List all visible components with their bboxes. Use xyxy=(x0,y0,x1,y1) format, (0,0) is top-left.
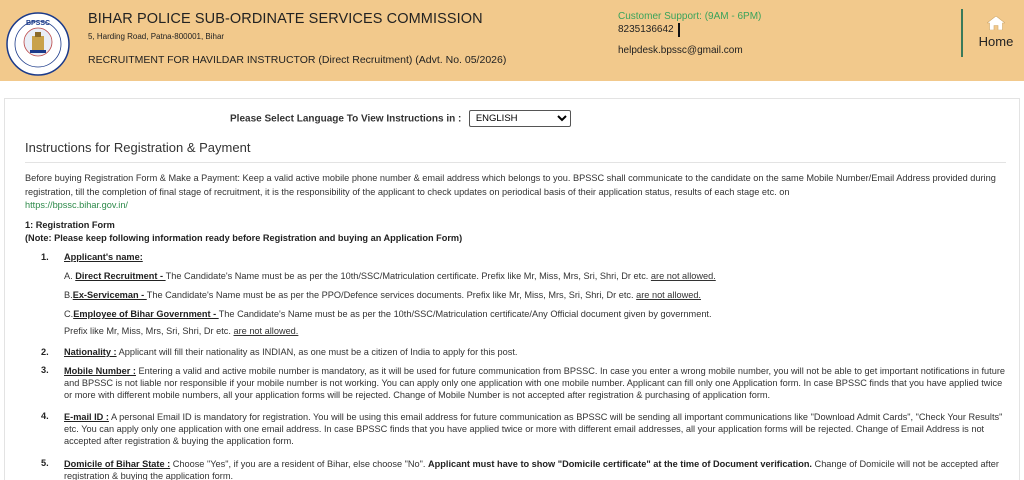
language-select[interactable] xyxy=(469,110,571,127)
item-number: 1. xyxy=(41,252,49,262)
customer-support-label: Customer Support: (9AM - 6PM) xyxy=(618,11,762,22)
item-applicant-name xyxy=(64,252,143,263)
item-number: 5. xyxy=(41,458,49,468)
site-header xyxy=(0,0,1024,81)
section-note: (Note: Please keep following information ready before Registration and buying an Application Form) xyxy=(25,233,463,243)
section-title: 1: Registration Form xyxy=(25,220,115,230)
text-cursor xyxy=(678,23,680,37)
sub-item-prefix-note: Prefix like Mr, Miss, Mrs, Sri, Shri, Dr etc. are not allowed. xyxy=(64,326,299,336)
sub-item-direct-recruitment: A. Direct Recruitment - The Candidate's Name must be as per the 10th/SSC/Matriculation certificate. Prefix like Mr, Miss, Mrs, Sri, Shri, Dr etc. are not allowed. xyxy=(64,271,716,281)
item-email-id: E-mail ID : A personal Email ID is mandatory for registration. You will be using this email address for future communication as BPSSC will be sending all important communications like "Download Admit Cards", "Check Your Results" etc. You can apply only one application with one email address. In case BPSSC finds that you have applied twice or more with different email addresses, all your application forms will be rejected. Change of Email Address is not accepted after registration & buying the application form. xyxy=(64,412,1003,446)
header-divider xyxy=(961,9,963,57)
recruitment-title: RECRUITMENT FOR HAVILDAR INSTRUCTOR (Direct Recruitment) (Advt. No. 05/2026) xyxy=(88,54,507,66)
item-number: 3. xyxy=(41,365,49,375)
support-email: helpdesk.bpssc@gmail.com xyxy=(618,45,743,56)
item-nationality: Nationality : Applicant will fill their nationality as INDIAN, as one must be a citizen of India to apply for this post. xyxy=(64,347,518,357)
title-divider xyxy=(25,162,1006,163)
bpssc-website-link[interactable]: https://bpssc.bihar.gov.in/ xyxy=(25,200,128,210)
home-label: Home xyxy=(978,34,1014,49)
item-mobile-number: Mobile Number : Entering a valid and active mobile number is mandatory, as it will be used for future communication from BPSSC. In case you enter a wrong mobile number, you will not be able to get important notifications in future and BPSSC is not liable nor responsible if your mobile number is not working. You can apply only one application with one mobile number. Applicant can fill only one Application form. In case BPSSC finds that you have applied twice or more with different mobile numbers, all your application forms will be rejected. Change of Mobile Number is not accepted after registration & purchasing of application form. xyxy=(64,366,1005,400)
language-label: Please Select Language To View Instructions in : xyxy=(230,113,462,125)
sub-item-bihar-employee: C.Employee of Bihar Government - The Candidate's Name must be as per the 10th/SSC/Matriculation certificate/Any Official document given by government. xyxy=(64,309,712,319)
language-selector-row xyxy=(230,110,571,127)
intro-paragraph: Before buying Registration Form & Make a Payment: Keep a valid active mobile phone number & email address which belongs to you. BPSSC shall communicate to the candidate on the same Mobile Number/Email Address provided during registration, till the completion of final stage of recruitment, it is the responsibility of the applicant to check updates on periodical basis of their application status, results of each stage etc. on xyxy=(25,173,996,197)
item-label: Applicant's name: xyxy=(64,252,143,262)
instructions-title: Instructions for Registration & Payment xyxy=(25,140,251,155)
item-domicile: Domicile of Bihar State : Choose "Yes", if you are a resident of Bihar, else choose "No". Applicant must have to show "Domicile certificate" at the time of Document verification. Change of Domicile will not be accepted after registration & buying the application form. xyxy=(64,459,999,480)
org-title: BIHAR POLICE SUB-ORDINATE SERVICES COMMISSION xyxy=(88,11,483,27)
support-phone: 8235136642 xyxy=(618,24,674,35)
bpssc-logo-icon xyxy=(6,12,70,76)
item-number: 2. xyxy=(41,347,49,357)
sub-item-ex-serviceman: B.Ex-Serviceman - The Candidate's Name must be as per the PPO/Defence services documents. Prefix like Mr, Miss, Mrs, Sri, Shri, Dr etc. are not allowed. xyxy=(64,290,701,300)
home-button[interactable] xyxy=(970,16,1022,56)
home-icon xyxy=(987,16,1005,30)
item-number: 4. xyxy=(41,411,49,421)
svg-text:BPSSC: BPSSC xyxy=(25,20,51,27)
org-address: 5, Harding Road, Patna-800001, Bihar xyxy=(88,32,225,41)
